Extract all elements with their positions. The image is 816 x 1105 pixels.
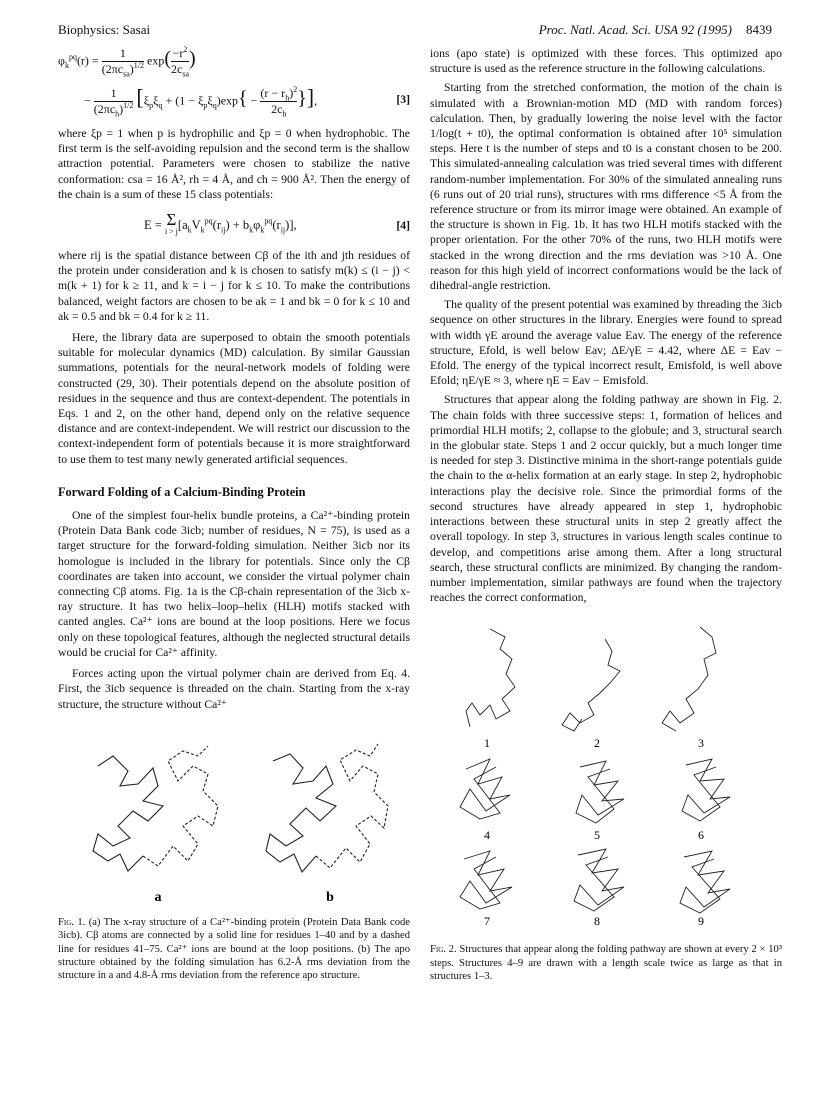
paragraph: ions (apo state) is optimized with these forces. This optimized apo structure is used as the reference structure in the following calculations. — [430, 47, 782, 76]
structure-label: 1 — [484, 736, 490, 751]
structure-b-dashed-chain — [316, 744, 388, 868]
structure-label: 4 — [484, 828, 490, 843]
figure-1 — [58, 726, 410, 983]
structure-a-dashed-chain — [143, 746, 218, 866]
paragraph: One of the simplest four-helix bundle proteins, a Ca²⁺-binding protein (Protein Data Bank code 3icb; number of residues, N = 75), is used as a target structure for the forward-folding simulation. Neither 3icb nor its homologue is included in the library for potentials. Since only the Cβ coordinates are taken into account, we consider the virtual polymer chain connecting Cβ atoms. Fig. 1a is the Cβ-chain representation of the 3icb x-ray structure. It has two helix–loop–helix (HLH) motifs stacked with canted angles. Ca²⁺ ions are bound at the loop positions. Here we focus only on these topological features, although the neglected structural details would be crucial for Ca²⁺ affinity. — [58, 509, 410, 659]
structure-4 — [460, 759, 510, 819]
structure-5 — [576, 761, 624, 823]
equation-3-number: [3] — [396, 93, 410, 106]
structure-8 — [574, 849, 624, 911]
structure-label: 7 — [484, 914, 490, 929]
figure-2-structures — [430, 619, 782, 929]
paragraph: The quality of the present potential was examined by threading the 3icb sequence on other structures in the library. Energies were found to spread with width γE around the average value Eav. The energy of the reference structure, Efold, is well below Eav; ΔE/γE = 4.42, where ΔE = Eav − Efold. The energy of the typical incorrect result, Emisfold, is well above Efold; ηE/γE ≈ 3, where ηE = Eav − Emisfold. — [430, 298, 782, 388]
structure-label: 8 — [594, 914, 600, 929]
structure-label: 3 — [698, 736, 704, 751]
structure-label: 5 — [594, 828, 600, 843]
figure-1-caption: Fig. 1. (a) The x-ray structure of a Ca²⁺-binding protein (Protein Data Bank code 3icb). Cβ atoms are connected by a solid line for residues 1–40 and by a dashed line for residues 41–75. Ca²⁺ ions are bound at the loop positions. (b) The apo structure obtained by the folding simulation has 6.2-Å rms deviation from the structure in a and 4.8-Å rms deviation from the reference apo structure. — [58, 916, 410, 982]
page-number: 8439 — [746, 22, 772, 37]
figure-2 — [430, 619, 782, 983]
left-column — [58, 46, 410, 983]
structure-1 — [466, 629, 515, 727]
running-head: Biophysics: Sasai — [58, 22, 151, 37]
structure-label: 6 — [698, 828, 704, 843]
figure-1-label-a: a — [154, 889, 162, 905]
paragraph: Here, the library data are superposed to obtain the smooth potentials suitable for molecular dynamics (MD) calculation. By similar Gaussian summations, potentials for the neural-network models of folding were constructed (29, 30). Their potentials depend on the absolute position of residues in the sequence and thus are context-dependent. The potentials in Eqs. 1 and 2, on the other hand, depend only on the relative sequence distance and are context-independent. We will restrict our discussion to the context-independent form of potentials because it is more straightforward to use them to test many newly generated artificial sequences. — [58, 331, 410, 466]
paragraph: Forces acting upon the virtual polymer chain are derived from Eq. 4. First, the 3icb sequence is threaded on the chain. Starting from the x-ray structure, the structure without Ca²⁺ — [58, 667, 410, 711]
equation-3-line1: $\varphi_k^{pq}(r)$ = 1 $(2\pi c_{sa})^{1/2}$ exp( $-r^2$ $2c_{sa}$ ) — [58, 45, 196, 79]
section-heading: Forward Folding of a Calcium-Binding Protein — [58, 484, 306, 499]
equation-4-body: E = Σ i > j $[a_kV_k^{pq}(r_{ij}) + b_k\varphi_k^{pq}(r_{ij})]$, — [144, 210, 297, 237]
structure-3 — [662, 627, 716, 731]
right-column — [430, 46, 782, 984]
structure-9 — [680, 851, 730, 913]
equation-3-line2: − 1 $(2\pi c_h)^{1/2}$ [$\xi_p\xi_q + (1 - \xi_p\xi_q)\exp${ − $\frac{(r - r_h)^2}{2c_h}$ }], — [84, 84, 318, 119]
paragraph: where ξp = 1 when p is hydrophilic and ξp = 0 when hydrophobic. The first term is the self-avoiding repulsion and the second term is the shallow attraction potential. Parameters were chosen to stabilize the native conformation: csa = 16 Å², rh = 4 Å, and ch = 900 Å². Then the energy of the chain is a sum of these 15 class potentials: — [58, 127, 410, 201]
structure-b-solid-chain — [266, 754, 336, 872]
structure-label: 9 — [698, 914, 704, 929]
structure-7 — [460, 851, 512, 909]
figure-1-structures — [58, 726, 410, 906]
figure-1-caption-label: Fig. 1. — [58, 916, 86, 928]
figure-2-caption: Fig. 2. Structures that appear along the folding pathway are shown at every 2 × 10³ steps. Structures 4–9 are drawn with a length scale twice as large as that in structures 1–3. — [430, 944, 782, 983]
equation-3 — [58, 46, 410, 120]
paragraph: Starting from the stretched conformation, the motion of the chain is simulated with a Brownian-motion MD (MD with random forces) calculation. Then, by gradually lowering the noise level with the factor 1/log(t + t0), the optimal conformation is obtained after 10⁵ simulation steps. Here t is the number of steps and t0 is a constant chosen to be 200. This simulated-annealing calculation was tried several times with different random-number implementation. For 30% of the simulated annealing runs (6 runs out of 20 trial runs), structures with rms difference <5 Å from the reference structure or from its mirror image were obtained. An example of the structure is shown in Fig. 1b. It has two HLH motifs stacked with the proper orientation. For the other 70% of the runs, two HLH motifs were stacked in the wrong direction and the rms deviation was >10 Å. One reason for this high yield of incorrect conformations would be the lack of dihedral-angle restriction. — [430, 81, 782, 293]
equation-4 — [58, 208, 410, 248]
figure-2-caption-label: Fig. 2. — [430, 944, 457, 956]
equation-4-number: [4] — [396, 219, 410, 233]
paragraph: where rij is the spatial distance between Cβ of the ith and jth residues of the protein under consideration and k is chosen to satisfy m(k) ≤ (i − j) < m(k + 1) for k ≥ 11, and k = i − j for k ≤ 10. To make the contributions balanced, weight factors are chosen to be ak = 1 and bk = 0 for k ≤ 10 and ak = 0.5 and bk = 0.4 for k ≥ 11. — [58, 249, 410, 323]
structure-2 — [562, 639, 620, 731]
structure-a-solid-chain — [93, 756, 163, 871]
figure-1-label-b: b — [326, 889, 334, 905]
journal-citation: Proc. Natl. Acad. Sci. USA 92 (1995) 8439 — [538, 22, 772, 37]
paragraph: Structures that appear along the folding pathway are shown in Fig. 2. The chain folds with three successive steps: 1, formation of helices and primordial HLH motifs; 2, collapse to the globule; and 3, structural search in the globular state. Steps 1 and 2 occur quickly, but a much longer time is needed for step 3. Distinctive minima in the short-range potentials guide the chain to the α-helix formation at an early stage. In step 2, hydrophobic interactions play the decisive role. Since the primordial forms of the second structures have already appeared in step 1, hydrophobic interactions between these structural units in step 2 greatly affect the overall topology. In step 3, structures in various length scales continue to develop, and competitions arise among them. After a long structural search, these structural conflicts are minimized. By changing the random-number implementation, similar pathways are found when the trajectory reaches the correct conformation, — [430, 393, 782, 605]
structure-label: 2 — [594, 736, 600, 751]
structure-6 — [682, 759, 730, 821]
